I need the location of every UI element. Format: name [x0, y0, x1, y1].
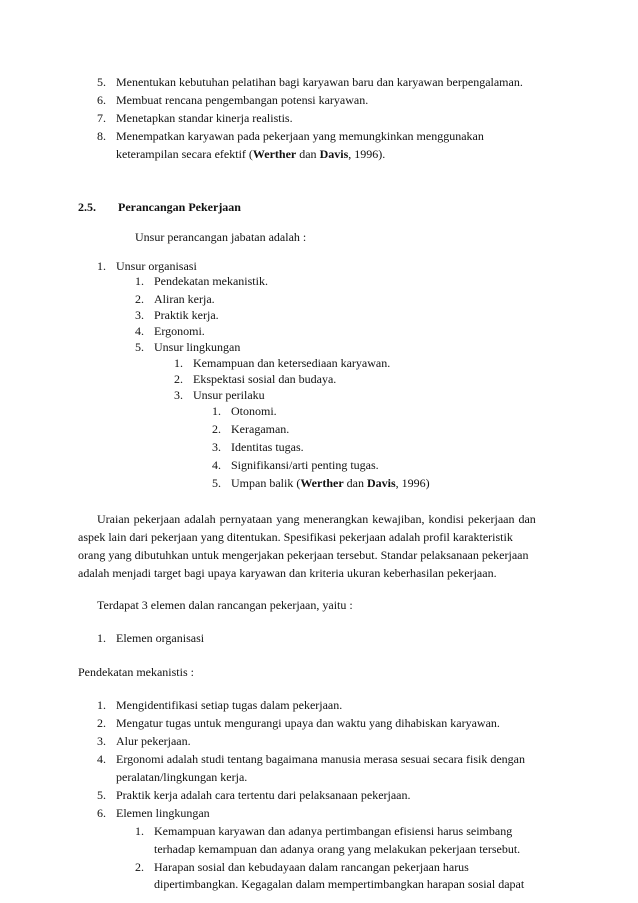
outline-item: Keragaman. — [231, 422, 290, 436]
outline-item: Pendekatan mekanistik. — [154, 274, 268, 288]
list-item: Elemen organisasi — [116, 631, 205, 645]
paragraph-line: orang yang dibutuhkan untuk mengerjakan pekerjaan tersebut. Standar pelaksanaan pekerjaan — [78, 548, 529, 562]
list-item: Mengatur tugas untuk mengurangi upaya dan waktu yang dihabiskan karyawan. — [116, 716, 500, 730]
list-item: Elemen lingkungan — [116, 806, 210, 820]
outline-item — [231, 476, 430, 491]
sub-list-item-continuation: dipertimbangkan. Kegagalan dalam mempertimbangkan harapan sosial dapat — [154, 877, 525, 891]
outline-item-text: Umpan balik ( — [231, 476, 301, 490]
citation-year: , 1996) — [395, 476, 430, 490]
outline-number: 4. — [212, 458, 221, 472]
list-number: 3. — [97, 734, 106, 748]
list-number: 5. — [97, 788, 106, 802]
sub-list-item: Harapan sosial dan kebudayaan dalam rancangan pekerjaan harus — [154, 860, 469, 874]
sub-list-number: 1. — [135, 824, 144, 838]
outline-number: 1. — [135, 274, 144, 288]
list-item: Menempatkan karyawan pada pekerjaan yang memungkinkan menggunakan — [116, 129, 484, 143]
paragraph-line: aspek lain dari pekerjaan yang ditentukan. Spesifikasi pekerjaan adalah profil karakteristik — [78, 530, 513, 544]
outline-item: Identitas tugas. — [231, 440, 304, 454]
citation-and: dan — [296, 147, 320, 161]
outline-number: 1. — [212, 404, 221, 418]
outline-number: 2. — [135, 292, 144, 306]
intro-text: Unsur perancangan jabatan adalah : — [135, 230, 307, 244]
citation-author: Davis — [319, 147, 349, 161]
outline-item: Ergonomi. — [154, 324, 205, 338]
outline-number: 2. — [212, 422, 221, 436]
list-number: 4. — [97, 752, 106, 766]
list-item: Ergonomi adalah studi tentang bagaimana manusia merasa sesuai secara fisik dengan — [116, 752, 525, 766]
list-item-continuation — [116, 147, 385, 162]
outline-number: 3. — [174, 388, 183, 402]
citation-author: Davis — [366, 476, 396, 490]
outline-item: Praktik kerja. — [154, 308, 219, 322]
section-number: 2.5. — [78, 200, 96, 214]
list-item: Membuat rencana pengembangan potensi karyawan. — [116, 93, 369, 107]
outline-item: Kemampuan dan ketersediaan karyawan. — [193, 356, 391, 370]
outline-item: Ekspektasi sosial dan budaya. — [193, 372, 337, 386]
citation-author: Werther — [252, 147, 297, 161]
outline-number: 5. — [135, 340, 144, 354]
outline-number: 3. — [212, 440, 221, 454]
continuation-text: keterampilan secara efektif ( — [116, 147, 253, 161]
outline-item: Unsur perilaku — [193, 388, 265, 402]
list-number: 1. — [97, 698, 106, 712]
section-title: Perancangan Pekerjaan — [118, 200, 241, 214]
paragraph-line: Uraian pekerjaan adalah pernyataan yang menerangkan kewajiban, kondisi pekerjaan dan — [97, 512, 536, 526]
paragraph-line: adalah menjadi target bagi upaya karyawan dan kriteria ukuran keberhasilan pekerjaan. — [78, 566, 497, 580]
list-item: Alur pekerjaan. — [116, 734, 191, 748]
outline-number: 1. — [97, 259, 106, 273]
citation-author: Werther — [300, 476, 344, 490]
outline-item: Unsur organisasi — [116, 259, 197, 273]
outline-item: Unsur lingkungan — [154, 340, 241, 354]
list-number: 8. — [97, 129, 106, 143]
outline-number: 5. — [212, 476, 221, 490]
list-number: 6. — [97, 93, 106, 107]
list-item: Menetapkan standar kinerja realistis. — [116, 111, 293, 125]
citation-year: , 1996). — [348, 147, 386, 161]
outline-item: Otonomi. — [231, 404, 277, 418]
pendekatan-heading: Pendekatan mekanistis : — [78, 665, 194, 679]
list-item: Menentukan kebutuhan pelatihan bagi karyawan baru dan karyawan berpengalaman. — [116, 75, 523, 89]
sub-list-number: 2. — [135, 860, 144, 874]
outline-item: Aliran kerja. — [154, 292, 215, 306]
outline-number: 3. — [135, 308, 144, 322]
outline-item: Signifikansi/arti penting tugas. — [231, 458, 379, 472]
list-number: 6. — [97, 806, 106, 820]
citation-and: dan — [343, 476, 367, 490]
list-number: 5. — [97, 75, 106, 89]
outline-number: 2. — [174, 372, 183, 386]
list-number: 2. — [97, 716, 106, 730]
list-number: 1. — [97, 631, 106, 645]
sub-list-item: Kemampuan karyawan dan adanya pertimbangan efisiensi harus seimbang — [154, 824, 513, 838]
outline-number: 4. — [135, 324, 144, 338]
list-item: Praktik kerja adalah cara tertentu dari pelaksanaan pekerjaan. — [116, 788, 411, 802]
sub-list-item-continuation: terhadap kemampuan dan adanya orang yang melakukan pekerjaan tersebut. — [154, 842, 521, 856]
three-elements-text: Terdapat 3 elemen dalan rancangan pekerjaan, yaitu : — [97, 598, 353, 612]
list-item: Mengidentifikasi setiap tugas dalam pekerjaan. — [116, 698, 343, 712]
list-number: 7. — [97, 111, 106, 125]
outline-number: 1. — [174, 356, 183, 370]
list-item-continuation: peralatan/lingkungan kerja. — [116, 770, 248, 784]
